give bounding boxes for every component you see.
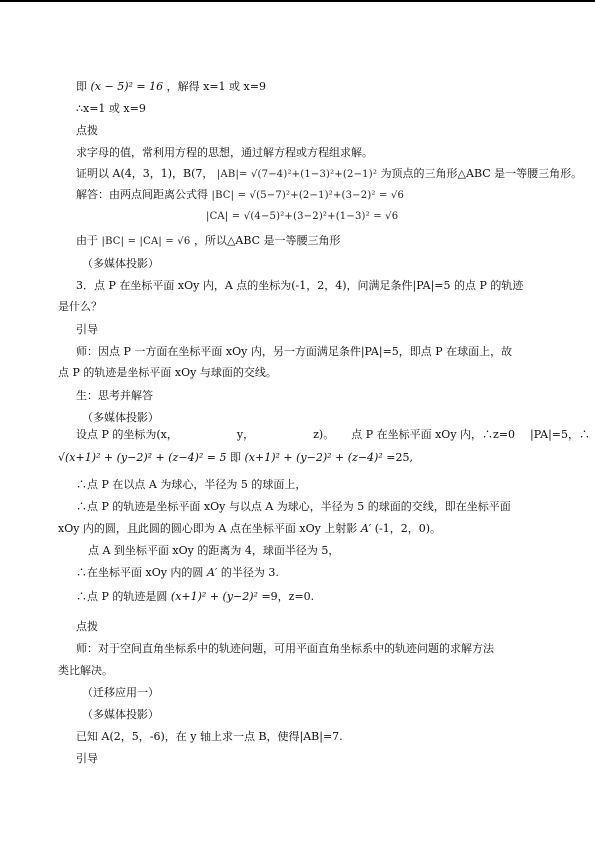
line-9: （多媒体投影） <box>82 257 159 270</box>
line-22: 点 A 到坐标平面 xOy 的距离为 4，球面半径为 5， <box>88 544 340 557</box>
equation: |BC| = |CA| = √6 <box>101 236 191 247</box>
text: 点 P 在坐标平面 xOy 内，∴z=0 <box>351 428 516 441</box>
text: =9，z=0. <box>261 590 315 603</box>
text: 的半径为 3. <box>220 566 279 579</box>
line-15: 生：思考并解答 <box>76 389 153 402</box>
line-26: 师：对于空间直角坐标系中的轨迹问题，可用平面直角坐标系中的轨迹问题的求解方法 <box>76 642 494 655</box>
line-11: 是什么？ <box>58 300 102 313</box>
text: z)。 <box>313 428 335 441</box>
symbol-a-prime: A′ <box>360 522 372 535</box>
text: 即 <box>229 451 241 464</box>
line-14: 点 P 的轨迹是坐标平面 xOy 与球面的交线。 <box>58 366 277 379</box>
text: ，所以△ABC 是一等腰三角形 <box>193 234 341 247</box>
equation-squared: (x+1)² + (y−2)² + (z−4)² <box>244 451 383 464</box>
text: 由于 <box>76 234 98 247</box>
line-19: ∴点 P 在以点 A 为球心，半径为 5 的球面上， <box>76 478 307 491</box>
line-2: ∴x=1 或 x=9 <box>76 102 146 115</box>
line-17 <box>76 428 590 442</box>
line-1 <box>76 80 266 94</box>
line-10: 3．点 P 在坐标平面 xOy 内，A 点的坐标为(-1，2，4)，问满足条件|PA|=5 的点 P 的轨迹 <box>76 279 524 292</box>
text: 即 <box>76 80 87 93</box>
page-top-rule <box>0 0 595 2</box>
line-4: 求字母的值，常利用方程的思想，通过解方程或方程组求解。 <box>76 146 373 159</box>
text: ∴在坐标平面 xOy 内的圆 <box>76 566 204 579</box>
line-31: 引导 <box>76 752 98 765</box>
line-24 <box>76 590 314 604</box>
line-18 <box>58 451 413 465</box>
line-12: 引导 <box>76 323 98 336</box>
symbol-a-prime: A′ <box>206 566 218 579</box>
text: 解答：由两点间距离公式得 <box>76 188 208 201</box>
text: ，解得 x=1 或 x=9 <box>166 80 266 93</box>
text: =25, <box>386 451 413 464</box>
text: ∴点 P 的轨迹是圆 <box>76 590 168 603</box>
equation-bc: |BC| = √(5−7)²+(2−1)²+(3−2)² = √6 <box>211 190 405 201</box>
line-23 <box>76 566 279 580</box>
equation: (x − 5)² = 16 <box>90 80 164 93</box>
line-16: （多媒体投影） <box>82 411 159 424</box>
equation-distance: √(x+1)² + (y−2)² + (z−4)² = 5 <box>58 451 227 464</box>
text: 证明以 A(4，3，1)，B(7， <box>76 167 214 180</box>
text: 设点 P 的坐标为(x， <box>76 428 178 441</box>
text: xOy 内的圆，且此圆的圆心即为 A 点在坐标平面 xOy 上射影 <box>58 522 358 535</box>
line-30: 已知 A(2，5，-6)，在 y 轴上求一点 B，使得|AB|=7. <box>76 730 343 743</box>
line-6 <box>76 188 404 203</box>
text: |PA|=5，∴ <box>530 428 591 441</box>
text: y， <box>236 428 255 441</box>
line-28: （迁移应用一） <box>82 686 159 699</box>
line-29: （多媒体投影） <box>82 708 159 721</box>
line-7 <box>206 209 398 224</box>
line-20: ∴点 P 的轨迹是坐标平面 xOy 与以点 A 为球心，半径为 5 的球面的交线，即在坐标平面 <box>76 500 511 513</box>
line-25: 点拨 <box>76 620 98 633</box>
equation-ca: |CA| = √(4−5)²+(3−2)²+(1−3)² = √6 <box>206 211 399 222</box>
equation-circle: (x+1)² + (y−2)² <box>170 590 258 603</box>
line-3: 点拨 <box>76 124 98 137</box>
line-5 <box>76 167 582 182</box>
text: 为顶点的三角形△ABC 是一等腰三角形。 <box>380 167 583 180</box>
line-13: 师：因点 P 一方面在坐标平面 xOy 内，另一方面满足条件|PA|=5，即点 P 在球面上，故 <box>76 345 513 358</box>
line-8 <box>76 234 341 249</box>
line-21 <box>58 522 441 536</box>
text: (-1，2，0)。 <box>374 522 442 535</box>
line-27: 类比解决。 <box>58 664 113 677</box>
overlapping-equation: |AB|= √(7−4)²+(1−3)²+(2−1)² <box>216 169 378 180</box>
